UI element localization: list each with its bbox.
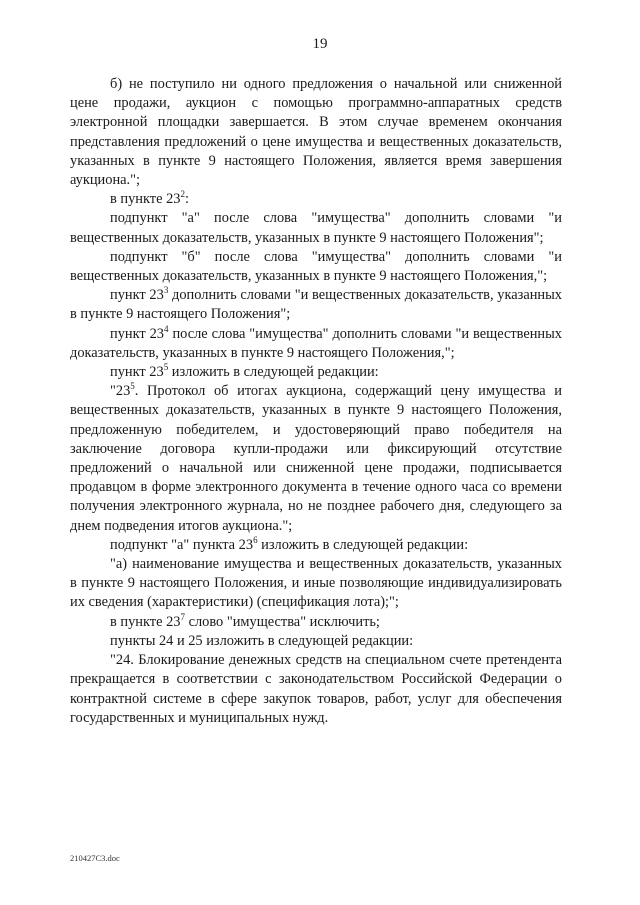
superscript: 2 [180, 189, 185, 200]
text: пункт 23 [110, 325, 165, 342]
paragraph-point-23-2 [70, 190, 562, 209]
document-body [70, 75, 562, 728]
paragraph-point-23-4 [70, 325, 562, 363]
paragraph-point-23-3 [70, 286, 562, 324]
text: изложить в следующей редакции: [168, 364, 379, 381]
text: "23 [110, 383, 131, 400]
text: в пункте 23 [110, 613, 181, 630]
text: изложить в следующей редакции: [257, 536, 469, 553]
paragraph-subitem-b: б) не поступило ни одного предложения о начальной или сниженной цене продажи, аукцион с помощью программно-аппаратных средств электронной площадки завершается. В этом случае временем окончания представления предложений о цене имущества и вещественных доказательств, указанных в пункте 9 настоящего Положения, является время завершения аукциона."; [70, 76, 562, 189]
paragraph-point-23-5 [70, 363, 562, 382]
paragraph-points-24-25: пункты 24 и 25 изложить в следующей редакции: [110, 632, 414, 649]
text: в пункте 23 [110, 191, 181, 208]
paragraph-point-24: "24. Блокирование денежных средств на специальном счете претендента прекращается в соответствии с законодательством Российской Федерации о контрактной системе в сфере закупок товаров, работ, услуг для обеспечения государственных и муниципальных нужд. [70, 652, 562, 726]
text: слово "имущества" исключить; [184, 613, 380, 630]
text: пункт 23 [110, 287, 164, 304]
paragraph-subitem-a-amend: подпункт "а" после слова "имущества" дополнить словами "и вещественных доказательств, указанных в пункте 9 настоящего Положения"; [70, 210, 562, 246]
text: пункт 23 [110, 364, 164, 381]
text: подпункт "а" пункта 23 [110, 536, 254, 553]
superscript: 3 [163, 285, 169, 296]
paragraph-protocol [70, 382, 562, 536]
paragraph-point-23-6 [70, 536, 562, 555]
paragraph-subitem-b-amend: подпункт "б" после слова "имущества" дополнить словами "и вещественных доказательств, указанных в пункте 9 настоящего Положения,"; [70, 248, 562, 285]
text: после слова "имущества" дополнить словами "и вещественных доказательств, указанных в пункте 9 настоящего Положения,"; [70, 325, 562, 361]
text: . Протокол об итогах аукциона, содержащий цену имущества и вещественных доказательств, указанных в пункте 9 настоящего Положения, предложенную победителем, и удостоверяющий право победителя на заключение договора купли-продажи или фиксирующий отсутствие предложений о начальной или сниженной цене продажи, подписывается продавцом в форме электронного документа в течение одного часа со времени получения электронного журнала, но не позднее рабочего дня, следующего за днем подведения итогов аукциона."; [70, 383, 562, 534]
text: : [184, 191, 189, 208]
paragraph-subitem-a-name: "а) наименование имущества и вещественных доказательств, указанных в пункте 9 настоящего Положения, и иные позволяющие индивидуализировать их сведения (характеристики) (спецификация лота);"; [70, 556, 562, 611]
superscript: 6 [253, 534, 258, 545]
text: дополнить словами "и вещественных доказательств, указанных в пункте 9 настоящего Положения"; [70, 287, 562, 323]
superscript: 4 [164, 323, 169, 334]
paragraph-point-23-7 [70, 613, 562, 632]
page-number: 19 [312, 36, 328, 52]
superscript: 7 [180, 611, 185, 622]
superscript: 5 [130, 381, 135, 392]
file-name-footer: 210427C3.doc [70, 853, 120, 863]
superscript: 5 [163, 362, 169, 373]
